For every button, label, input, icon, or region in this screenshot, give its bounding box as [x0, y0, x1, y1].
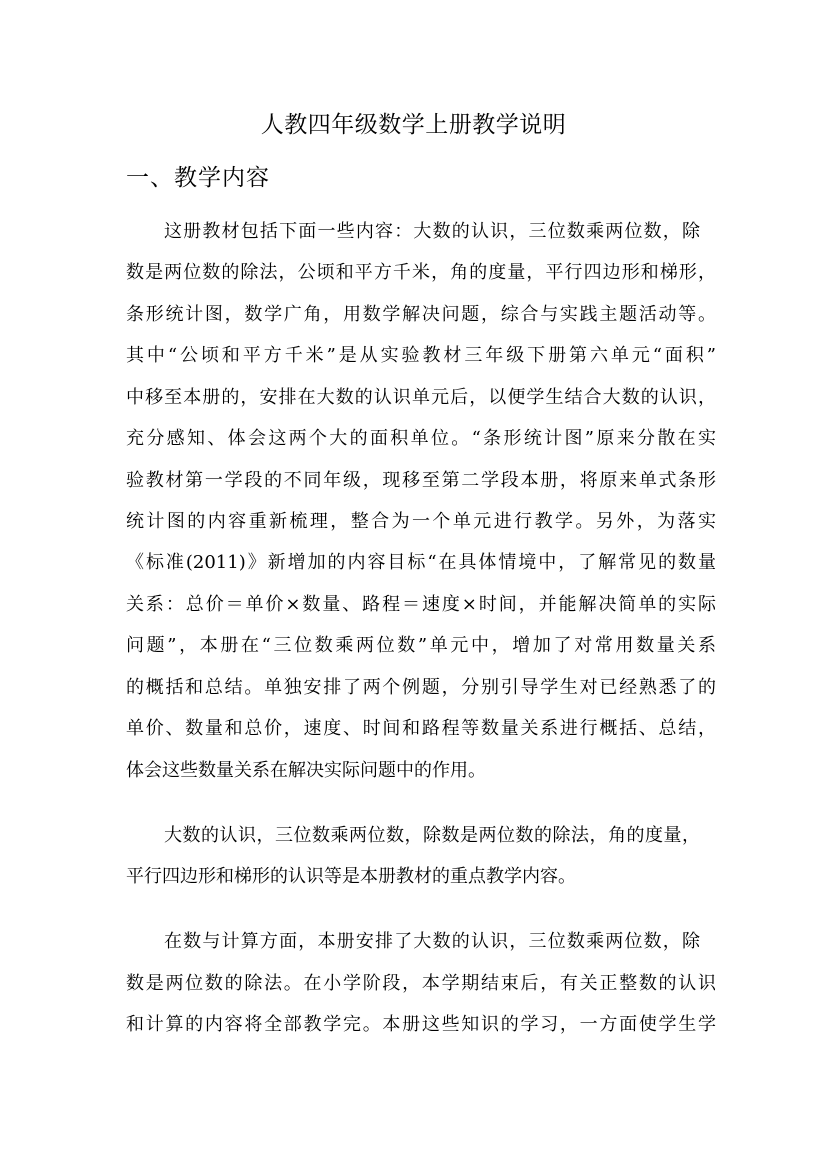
paragraph-1-line: 单价、数量和总价，速度、时间和路程等数量关系进行概括、总结， — [126, 718, 716, 739]
paragraph-1-line: 体会这些数量关系在解决实际问题中的作用。 — [126, 760, 486, 781]
paragraph-1-line: 其中“公顷和平方千米”是从实验教材三年级下册第六单元“面积” — [126, 345, 716, 366]
paragraph-2-line: 平行四边形和梯形的认识等是本册教材的重点教学内容。 — [126, 866, 576, 887]
document-title: 人教四年级数学上册教学说明 — [260, 112, 567, 138]
paragraph-3-line: 在数与计算方面，本册安排了大数的认识，三位数乘两位数，除 — [164, 931, 700, 952]
paragraph-2-line: 大数的认识，三位数乘两位数，除数是两位数的除法，角的度量， — [164, 825, 700, 846]
paragraph-1-line: 统计图的内容重新梳理，整合为一个单元进行教学。另外，为落实 — [126, 511, 716, 532]
paragraph-1-line: 验教材第一学段的不同年级，现移至第二学段本册，将原来单式条形 — [126, 470, 716, 491]
section-heading: 一、教学内容 — [126, 165, 270, 191]
paragraph-1-line: 这册教材包括下面一些内容：大数的认识，三位数乘两位数，除 — [164, 221, 700, 242]
paragraph-1-line: 中移至本册的，安排在大数的认识单元后，以便学生结合大数的认识， — [126, 387, 716, 408]
paragraph-1-line: 问题”，本册在“三位数乘两位数”单元中，增加了对常用数量关系 — [126, 635, 716, 656]
paragraph-3-line: 和计算的内容将全部教学完。本册这些知识的学习，一方面使学生学 — [126, 1014, 716, 1035]
paragraph-1-line: 条形统计图，数学广角，用数学解决问题，综合与实践主题活动等。 — [126, 304, 716, 325]
paragraph-1-line: 《标准(2011)》新增加的内容目标“在具体情境中，了解常见的数量 — [126, 552, 716, 573]
paragraph-1-line: 关系：总价＝单价×数量、路程＝速度×时间，并能解决简单的实际 — [126, 594, 716, 615]
paragraph-1-line: 充分感知、体会这两个大的面积单位。“条形统计图”原来分散在实 — [126, 428, 716, 449]
paragraph-3-line: 数是两位数的除法。在小学阶段，本学期结束后，有关正整数的认识 — [126, 973, 716, 994]
paragraph-1-line: 数是两位数的除法，公顷和平方千米，角的度量，平行四边形和梯形， — [126, 262, 716, 283]
paragraph-1-line: 的概括和总结。单独安排了两个例题，分别引导学生对已经熟悉了的 — [126, 677, 716, 698]
